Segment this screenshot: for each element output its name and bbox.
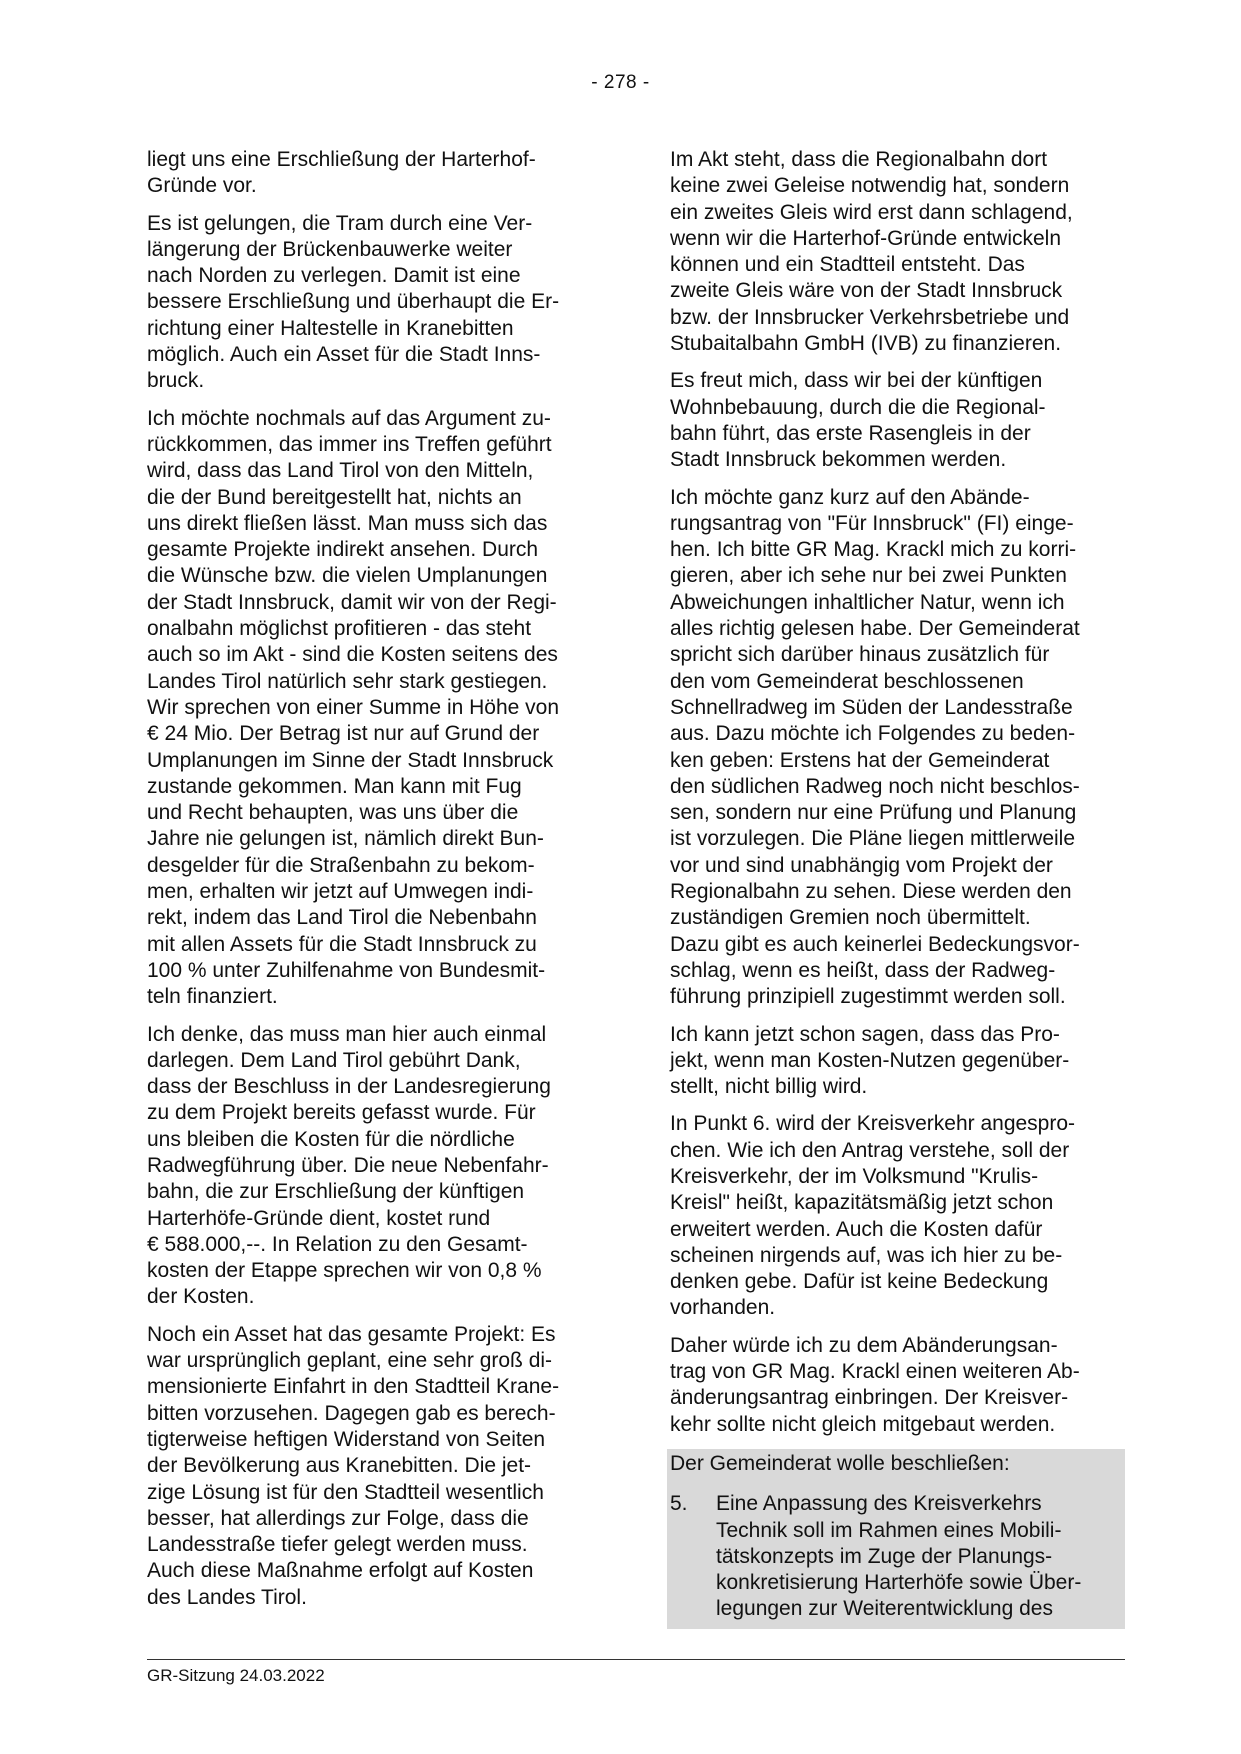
paragraph: Ich möchte nochmals auf das Argument zu- rückkommen, das immer ins Treffen geführt wird, dass das Land Tirol von den Mitteln, die der Bund bereitgestellt hat, nichts an uns direkt fließen lässt. Man muss sich das gesamte Projekte indirekt ansehen. Durch die Wünsche bzw. die vielen Umplanungen der Stadt Innsbruck, damit wir von der Regi- onalbahn möglichst profitieren - das steht auch so im Akt - sind die Kosten seitens des Landes Tirol natürlich sehr stark gestiegen. Wir sprechen von einer Summe in Höhe von € 24 Mio. Der Betrag ist nur auf Grund der Umplanungen im Sinne der Stadt Innsbruck zustande gekommen. Man kann mit Fug und Recht behaupten, was uns über die Jahre nie gelungen ist, nämlich direkt Bun- desgelder für die Straßenbahn zu bekom- men, erhalten wir jetzt auf Umwegen indi- rekt, indem das Land Tirol die Nebenbahn mit allen Assets für die Stadt Innsbruck zu 100 % unter Zuhilfenahme von Bundesmit- teln finanziert. bbox=[147, 406, 560, 1009]
paragraph: Daher würde ich zu dem Abänderungsan- trag von GR Mag. Krackl einen weiteren Ab- änderungsantrag einbringen. Der Kreisver- kehr sollte nicht gleich mitgebaut werden. bbox=[670, 1333, 1080, 1436]
paragraph: Noch ein Asset hat das gesamte Projekt: Es war ursprünglich geplant, eine sehr groß di- mensionierte Einfahrt in den Stadtteil Krane- bitten vorzusehen. Dagegen gab es berech- tigterweise heftigen Widerstand von Seiten der Bevölkerung aus Kranebitten. Die jet- zige Lösung ist für den Stadtteil wesentlich besser, hat allerdings zur Folge, dass die Landesstraße tiefer gelegt werden muss. Auch diese Maßnahme erfolgt auf Kosten des Landes Tirol. bbox=[147, 1322, 560, 1609]
paragraph: Ich möchte ganz kurz auf den Abände- rungsantrag von "Für Innsbruck" (FI) einge- hen. Ich bitte GR Mag. Krackl mich zu korri- gieren, aber ich sehe nur bei zwei Punkten Abweichungen inhaltlicher Natur, wenn ich alles richtig gelesen habe. Der Gemeinderat spricht sich darüber hinaus zusätzlich für den vom Gemeinderat beschlossenen Schnellradweg im Süden der Landesstraße aus. Dazu möchte ich Folgendes zu beden- ken geben: Erstens hat der Gemeinderat den südlichen Radweg noch nicht beschlos- sen, sondern nur eine Prüfung und Planung ist vorzulegen. Die Pläne liegen mittlerweile vor und sind unabhängig vom Projekt der Regionalbahn zu sehen. Diese werden den zuständigen Gremien noch übermittelt. Dazu gibt es auch keinerlei Bedeckungsvor- schlag, wenn es heißt, dass der Radweg- führung prinzipiell zugestimmt werden soll. bbox=[670, 485, 1080, 1009]
paragraph: liegt uns eine Erschließung der Harterhof- Gründe vor. bbox=[147, 148, 536, 198]
paragraph: Es freut mich, dass wir bei der künftigen Wohnbebauung, durch die die Regional- bahn führt, das erste Rasengleis in der Stadt Innsbruck bekommen werden. bbox=[670, 369, 1046, 472]
paragraph: In Punkt 6. wird der Kreisverkehr angespro- chen. Wie ich den Antrag verstehe, soll der Kreisverkehr, der im Volksmund "Krulis- Kreisl" heißt, kapazitätsmäßig jetzt schon erweitert werden. Auch die Kosten dafür scheinen nirgends auf, was ich hier zu be- denken gebe. Dafür ist keine Bedeckung vorhanden. bbox=[670, 1112, 1076, 1320]
left-column bbox=[147, 147, 607, 1622]
paragraph: Es ist gelungen, die Tram durch eine Ver- längerung der Brückenbauwerke weiter nach Norden zu verlegen. Damit ist eine bessere Erschließung und überhaupt die Er- richtung einer Haltestelle in Kranebitten möglich. Auch ein Asset für die Stadt Inns- bruck. bbox=[147, 211, 560, 393]
motion-box bbox=[667, 1449, 1125, 1629]
motion-item bbox=[670, 1491, 1122, 1622]
paragraph: Ich denke, das muss man hier auch einmal darlegen. Dem Land Tirol gebührt Dank, dass der Beschluss in der Landesregierung zu dem Projekt bereits gefasst wurde. Für uns bleiben die Kosten für die nördliche Radwegführung über. Die neue Nebenfahr- bahn, die zur Erschließung der künftigen Harterhöfe-Gründe dient, kostet rund € 588.000,--. In Relation zu den Gesamt- kosten der Etappe sprechen wir von 0,8 % der Kosten. bbox=[147, 1022, 551, 1309]
footer-divider bbox=[147, 1659, 1125, 1660]
page-number: - 278 - bbox=[591, 72, 650, 93]
paragraph: Im Akt steht, dass die Regionalbahn dort keine zwei Geleise notwendig hat, sondern ein zweites Gleis wird erst dann schlagend, wenn wir die Harterhof-Gründe entwickeln können und ein Stadtteil entsteht. Das zweite Gleis wäre von der Stadt Innsbruck bzw. der Innsbrucker Verkehrsbetriebe und Stubaitalbahn GmbH (IVB) zu finanzieren. bbox=[670, 148, 1073, 356]
right-column bbox=[670, 147, 1122, 1629]
motion-item-text: Eine Anpassung des Kreisverkehrs Technik soll im Rahmen eines Mobili- tätskonzepts im Zuge der Planungs- konkretisierung Harterhöfe sowie Über- legungen zur Weiterentwicklung des bbox=[716, 1492, 1082, 1621]
paragraph: Ich kann jetzt schon sagen, dass das Pro- jekt, wenn man Kosten-Nutzen gegenüber- stellt, nicht billig wird. bbox=[670, 1022, 1070, 1099]
footer-session-date: GR-Sitzung 24.03.2022 bbox=[147, 1666, 325, 1685]
motion-item-number: 5. bbox=[670, 1492, 688, 1516]
motion-heading: Der Gemeinderat wolle beschließen: bbox=[670, 1451, 1010, 1475]
